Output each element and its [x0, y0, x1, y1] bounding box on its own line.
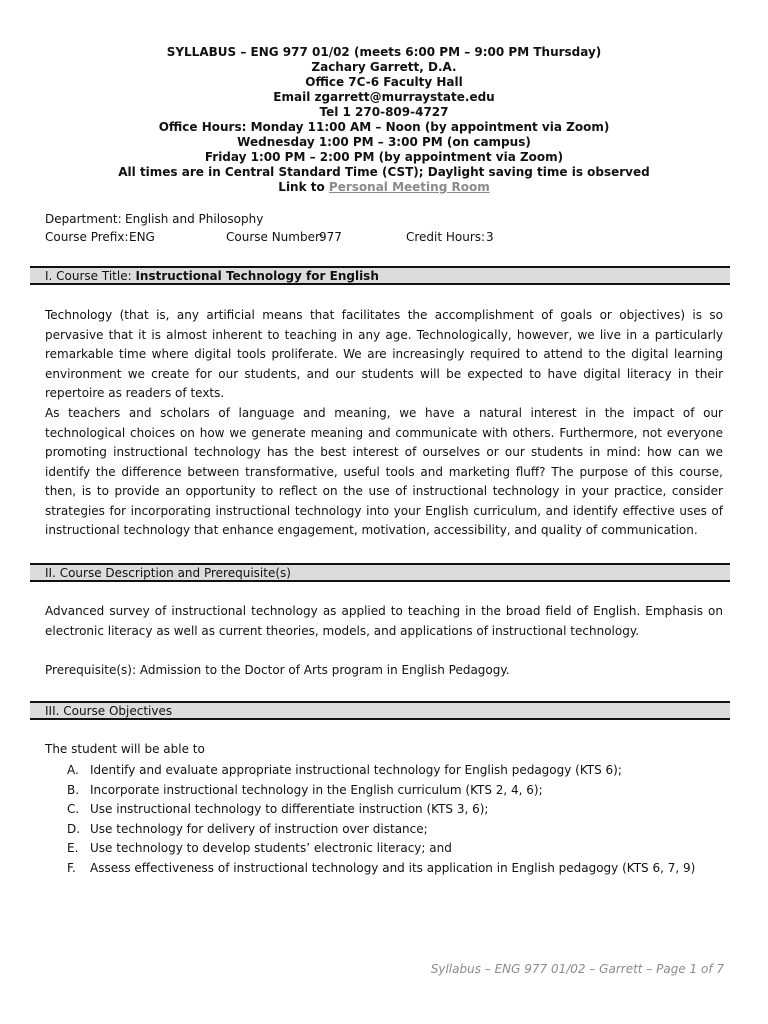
credit-hours-label: Credit Hours: [406, 230, 486, 244]
list-item [67, 839, 695, 859]
course-number-value: 977 [319, 230, 342, 244]
course-prefix-value: ENG [129, 230, 155, 244]
syllabus-header [0, 45, 768, 195]
list-item [67, 781, 695, 801]
objective-letter: B. [67, 782, 80, 797]
list-item [67, 859, 695, 879]
credit-hours-value: 3 [486, 230, 494, 244]
objective-text: Use technology for delivery of instruction over distance; [90, 821, 428, 836]
instructor-email: Email zgarrett@murraystate.edu [273, 90, 495, 104]
objectives-intro: The student will be able to [45, 742, 205, 756]
course-intro-paragraph: Technology (that is, any artificial means that facilitates the accomplishment of goals or objectives) is so pervasive that it is almost inherent to teaching in any age. Technologically, however, we live in a particularly remarkable time where digital tools proliferate. We are increasingly required to attend to the digital learning environment we create for our students, and our students will be expected to have digital literacy in their repertoire as readers of texts. [45, 308, 723, 400]
department-label: Department: [45, 212, 122, 226]
page-footer: Syllabus – ENG 977 01/02 – Garrett – Page 1 of 7 [430, 962, 724, 976]
objective-text: Assess effectiveness of instructional technology and its application in English pedagogy (KTS 6, 7, 9) [90, 860, 696, 875]
department-row [45, 212, 735, 230]
list-item [67, 820, 695, 840]
objective-letter: D. [67, 821, 81, 836]
office-location: Office 7C-6 Faculty Hall [305, 75, 463, 89]
meeting-room-line [0, 180, 768, 195]
objective-text: Use instructional technology to differentiate instruction (KTS 3, 6); [90, 802, 489, 817]
course-title: Instructional Technology for English [135, 269, 379, 283]
section-heading-course-objectives: III. Course Objectives [30, 701, 730, 720]
course-info [45, 212, 735, 248]
list-item [67, 761, 695, 781]
section-heading-course-title [30, 266, 730, 285]
course-purpose-paragraph: As teachers and scholars of language and meaning, we have a natural interest in the impact of our technological choices on how we generate meaning and communicate with others. Furthermore, not everyone promoting instructional technology has the best interest of ourselves or our students in mind: how can we identify the difference between transformative, useful tools and marketing fluff? The purpose of this course, then, is to provide an opportunity to reflect on the use of instructional technology in your practice, consider strategies for incorporating instructional technology into your English curriculum, and identify effective uses of instructional technology that enhance engagement, motivation, accessibility, and quality of communication. [45, 406, 723, 537]
objective-text: Use technology to develop students’ electronic literacy; and [90, 841, 452, 856]
office-hours-friday: Friday 1:00 PM – 2:00 PM (by appointment via Zoom) [204, 150, 564, 164]
instructor-name: Zachary Garrett, D.A. [311, 60, 457, 74]
objective-letter: A. [67, 763, 79, 777]
objective-letter: F. [67, 860, 76, 875]
course-title-prefix: I. Course Title: [45, 269, 136, 283]
meeting-room-prefix: Link to [278, 180, 329, 194]
header-title: SYLLABUS – ENG 977 01/02 (meets 6:00 PM – 9:00 PM Thursday) [166, 45, 602, 59]
personal-meeting-room-link[interactable]: Personal Meeting Room [328, 180, 490, 194]
objective-text: Identify and evaluate appropriate instructional technology for English pedagogy (KTS 6); [90, 763, 622, 777]
section-heading-course-description: II. Course Description and Prerequisite(s) [30, 563, 730, 582]
prerequisite-text: Prerequisite(s): Admission to the Doctor of Arts program in English Pedagogy. [45, 663, 510, 677]
instructor-phone: Tel 1 270-809-4727 [319, 105, 449, 119]
time-zone-note: All times are in Central Standard Time (CST); Daylight saving time is observed [118, 165, 650, 179]
objective-letter: C. [67, 802, 80, 817]
objective-letter: E. [67, 841, 79, 856]
course-number-label: Course Number: [226, 230, 324, 244]
office-hours-monday: Office Hours: Monday 11:00 AM – Noon (by appointment via Zoom) [158, 120, 610, 134]
course-prefix-label: Course Prefix: [45, 230, 129, 244]
objectives-list [67, 761, 695, 879]
course-description-paragraph: Advanced survey of instructional technology as applied to teaching in the broad field of English. Emphasis on electronic literacy as well as current theories, models, and applications of instructional technology. [45, 604, 723, 638]
course-numbers-row [45, 230, 735, 248]
list-item [67, 800, 695, 820]
objective-text: Incorporate instructional technology in the English curriculum (KTS 2, 4, 6); [90, 782, 543, 797]
department-value: English and Philosophy [125, 212, 264, 226]
office-hours-wednesday: Wednesday 1:00 PM – 3:00 PM (on campus) [237, 135, 531, 149]
